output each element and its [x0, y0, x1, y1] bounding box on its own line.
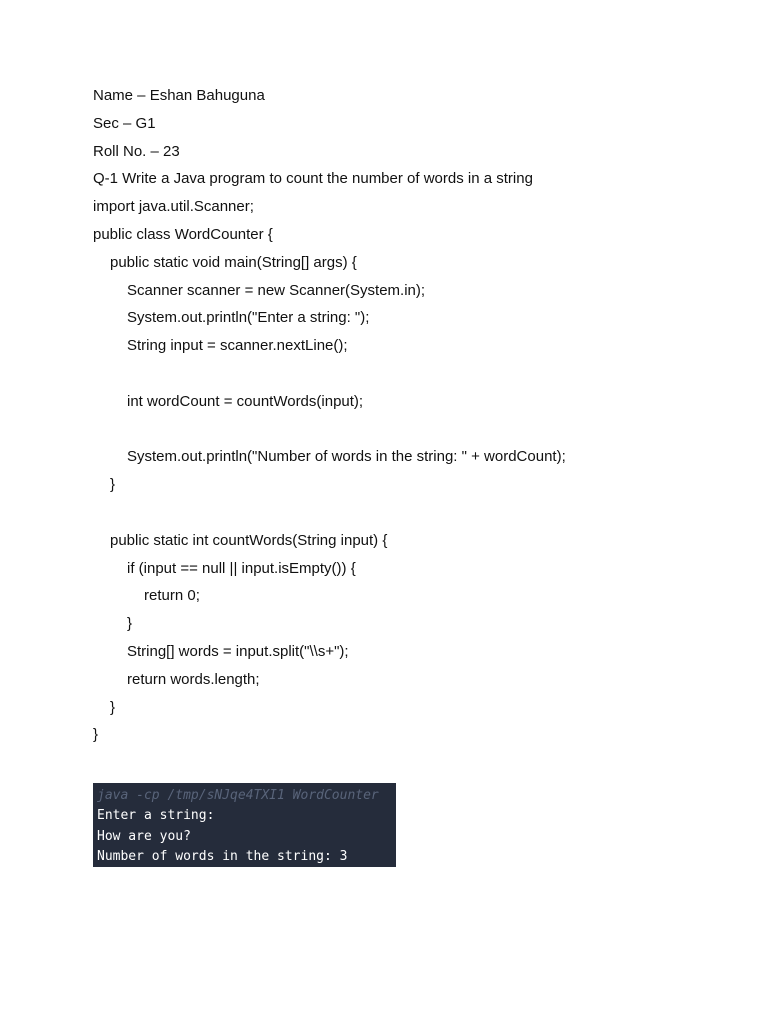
code-line: int wordCount = countWords(input); — [127, 392, 364, 410]
question-text: Q-1 Write a Java program to count the number of words in a string — [93, 170, 533, 188]
code-blank-line — [93, 418, 713, 446]
terminal-output-screenshot — [93, 783, 396, 867]
code-line: String[] words = input.split("\\s+"); — [127, 642, 349, 660]
code-blank-line — [93, 362, 713, 390]
code-line: } — [110, 698, 116, 716]
code-line: return 0; — [144, 587, 200, 605]
code-line: public static void main(String[] args) { — [110, 253, 357, 271]
code-line: if (input == null || input.isEmpty()) { — [127, 559, 356, 577]
roll-number: Roll No. – 23 — [93, 142, 180, 160]
code-line: Scanner scanner = new Scanner(System.in); — [127, 281, 426, 299]
code-line: System.out.println("Enter a string: "); — [127, 309, 370, 327]
student-section: Sec – G1 — [93, 114, 156, 132]
terminal-command: java -cp /tmp/sNJqe4TXI1 WordCounter — [97, 788, 379, 803]
code-line: String input = scanner.nextLine(); — [127, 337, 348, 355]
document-body — [93, 84, 713, 751]
code-line: } — [93, 726, 99, 744]
code-line: import java.util.Scanner; — [93, 198, 254, 216]
code-blank-line — [93, 501, 713, 529]
code-line: } — [127, 615, 133, 633]
terminal-output-line: Enter a string: — [97, 808, 215, 824]
code-line: } — [110, 476, 116, 494]
code-line: public class WordCounter { — [93, 225, 273, 243]
terminal-output-line: Number of words in the string: 3 — [97, 849, 348, 865]
student-name: Name – Eshan Bahuguna — [93, 87, 265, 104]
code-line: System.out.println("Number of words in the string: " + wordCount); — [127, 448, 566, 466]
code-line: public static int countWords(String input) { — [110, 531, 388, 549]
code-line: return words.length; — [127, 670, 260, 688]
terminal-output-line: How are you? — [97, 828, 191, 844]
